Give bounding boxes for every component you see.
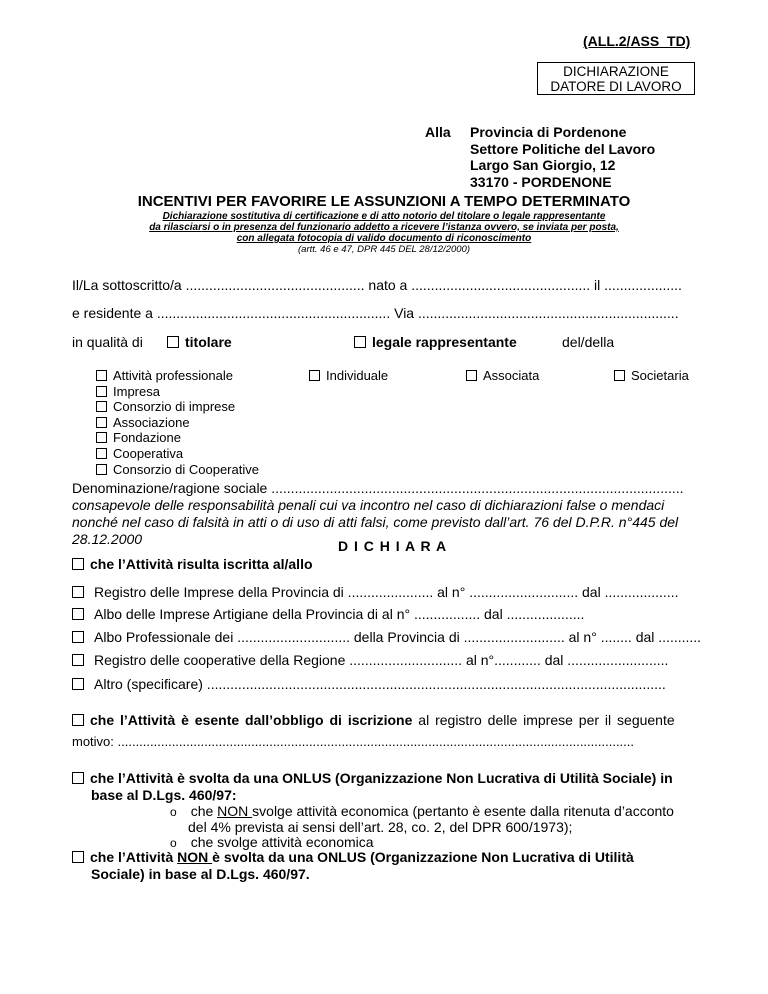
onlus-sub-option[interactable]: o che svolge attività economica: [170, 834, 374, 850]
entity-type-item[interactable]: Consorzio di imprese: [96, 399, 259, 415]
entity-checkbox[interactable]: [96, 417, 107, 428]
registro-checkbox[interactable]: [72, 608, 84, 620]
legale-option[interactable]: [354, 334, 517, 350]
document-title: INCENTIVI PER FAVORIRE LE ASSUNZIONI A TEMPO DETERMINATO: [137, 193, 631, 210]
entity-type-item[interactable]: Cooperativa: [96, 446, 259, 462]
in-qualita-label: in qualità di: [72, 334, 143, 350]
onlus-sub-option-cont: del 4% prevista ai sensi dell’art. 28, co. 2, del DPR 600/1973);: [188, 819, 573, 835]
recipient-line4: 33170 - PORDENONE: [470, 173, 612, 190]
document-type-box: [537, 62, 695, 95]
associata-option[interactable]: Associata: [466, 368, 539, 383]
motivo-field[interactable]: motivo: ...............................................................................................................................................: [72, 734, 635, 749]
registro-item[interactable]: Registro delle Imprese della Provincia di ...................... al n° ............................ dal ...................: [72, 584, 678, 600]
entity-type-list: [96, 368, 259, 477]
entity-type-item[interactable]: Associazione: [96, 415, 259, 431]
consapevole-line1: consapevole delle responsabilità penali cui va incontro nel caso di dichiarazioni false o mendaci: [72, 497, 665, 513]
subtitle-line3: con allegata fotocopia di valido documento di riconoscimento: [236, 233, 532, 244]
residente-field[interactable]: e residente a ............................................................ Via ...................................................................: [72, 305, 679, 321]
societaria-option[interactable]: Societaria: [614, 368, 689, 383]
recipient-line3: Largo San Giorgio, 12: [470, 157, 616, 173]
registro-checkbox[interactable]: [72, 654, 84, 666]
onlus-option[interactable]: che l’Attività è svolta da una ONLUS (Organizzazione Non Lucrativa di Utilità Sociale) in: [72, 770, 673, 786]
titolare-label: titolare: [185, 334, 232, 350]
subtitle-line2: da rilasciarsi o in presenza del funzionario addetto a ricevere l’istanza ovvero, se inviata per posta,: [149, 222, 619, 233]
recipient-address: [470, 124, 655, 190]
individuale-checkbox[interactable]: [309, 370, 320, 381]
individuale-option[interactable]: Individuale: [309, 368, 388, 383]
entity-checkbox[interactable]: [96, 464, 107, 475]
iscritta-checkbox[interactable]: [72, 558, 84, 570]
titolare-option[interactable]: [167, 334, 232, 350]
titolare-checkbox[interactable]: [167, 336, 179, 348]
title-subtitle: [0, 211, 768, 244]
non-onlus-checkbox[interactable]: [72, 851, 84, 863]
non-onlus-option[interactable]: che l’Attività NON è svolta da una ONLUS (Organizzazione Non Lucrativa di Utilità: [72, 849, 634, 865]
del-della-label: del/della: [562, 334, 615, 350]
recipient-label: Alla: [425, 124, 451, 140]
non-onlus-line2: Sociale) in base al D.Lgs. 460/97.: [91, 866, 310, 882]
registro-checkbox[interactable]: [72, 678, 84, 690]
registro-item[interactable]: Registro delle cooperative della Regione ............................. al n°............ dal ..........................: [72, 652, 668, 668]
onlus-line2: base al D.Lgs. 460/97:: [91, 787, 237, 803]
esente-option[interactable]: che l’Attività è esente dall’obbligo di iscrizione al registro delle imprese per il seguente: [72, 712, 675, 728]
entity-checkbox[interactable]: [96, 370, 107, 381]
onlus-sub-option[interactable]: o che NON svolge attività economica (pertanto è esente dalla ritenuta d’acconto: [170, 803, 674, 819]
registro-item[interactable]: Altro (specificare) ......................................................................................................................: [72, 676, 666, 692]
esente-checkbox[interactable]: [72, 714, 84, 726]
dichiara-heading: D I C H I A R A: [338, 538, 448, 554]
sottoscritto-field[interactable]: Il/La sottoscritto/a .............................................. nato a .............................................. il ....................: [72, 277, 682, 293]
allegato-code: (ALL.2/ASS_TD): [583, 33, 691, 49]
registro-item[interactable]: Albo delle Imprese Artigiane della Provincia di al n° ................. dal ....................: [72, 606, 584, 622]
legale-checkbox[interactable]: [354, 336, 366, 348]
registro-checkbox[interactable]: [72, 586, 84, 598]
consapevole-line3: 28.12.2000: [72, 531, 143, 547]
entity-checkbox[interactable]: [96, 401, 107, 412]
legal-reference: (artt. 46 e 47, DPR 445 DEL 28/12/2000): [298, 244, 470, 255]
denominazione-field[interactable]: Denominazione/ragione sociale ..........................................................................................................: [72, 480, 684, 496]
entity-type-item[interactable]: Fondazione: [96, 430, 259, 446]
consapevole-line2: nonché nel caso di falsità in atti o di uso di atti falsi, come previsto dall’art. 76 del D.P.R. n°445 del: [72, 514, 679, 530]
entity-checkbox[interactable]: [96, 432, 107, 443]
entity-type-item[interactable]: Attività professionale: [96, 368, 259, 384]
onlus-checkbox[interactable]: [72, 772, 84, 784]
recipient-line1: Provincia di Pordenone: [470, 124, 627, 140]
document-type-line1: DICHIARAZIONE: [563, 64, 669, 79]
subtitle-line1: Dichiarazione sostitutiva di certificazione e di atto notorio del titolare o legale rappresentante: [162, 211, 606, 222]
entity-type-item[interactable]: Consorzio di Cooperative: [96, 462, 259, 478]
recipient-line2: Settore Politiche del Lavoro: [470, 140, 656, 157]
entity-checkbox[interactable]: [96, 448, 107, 459]
registro-item[interactable]: Albo Professionale dei ............................. della Provincia di .......................... al n° ........ dal ...........: [72, 629, 701, 645]
document-type-line2: DATORE DI LAVORO: [550, 79, 682, 94]
legale-label: legale rappresentante: [372, 334, 517, 350]
registro-checkbox[interactable]: [72, 631, 84, 643]
entity-checkbox[interactable]: [96, 386, 107, 397]
associata-checkbox[interactable]: [466, 370, 477, 381]
entity-type-item[interactable]: Impresa: [96, 384, 259, 400]
iscritta-option[interactable]: che l’Attività risulta iscritta al/allo: [72, 556, 313, 572]
societaria-checkbox[interactable]: [614, 370, 625, 381]
